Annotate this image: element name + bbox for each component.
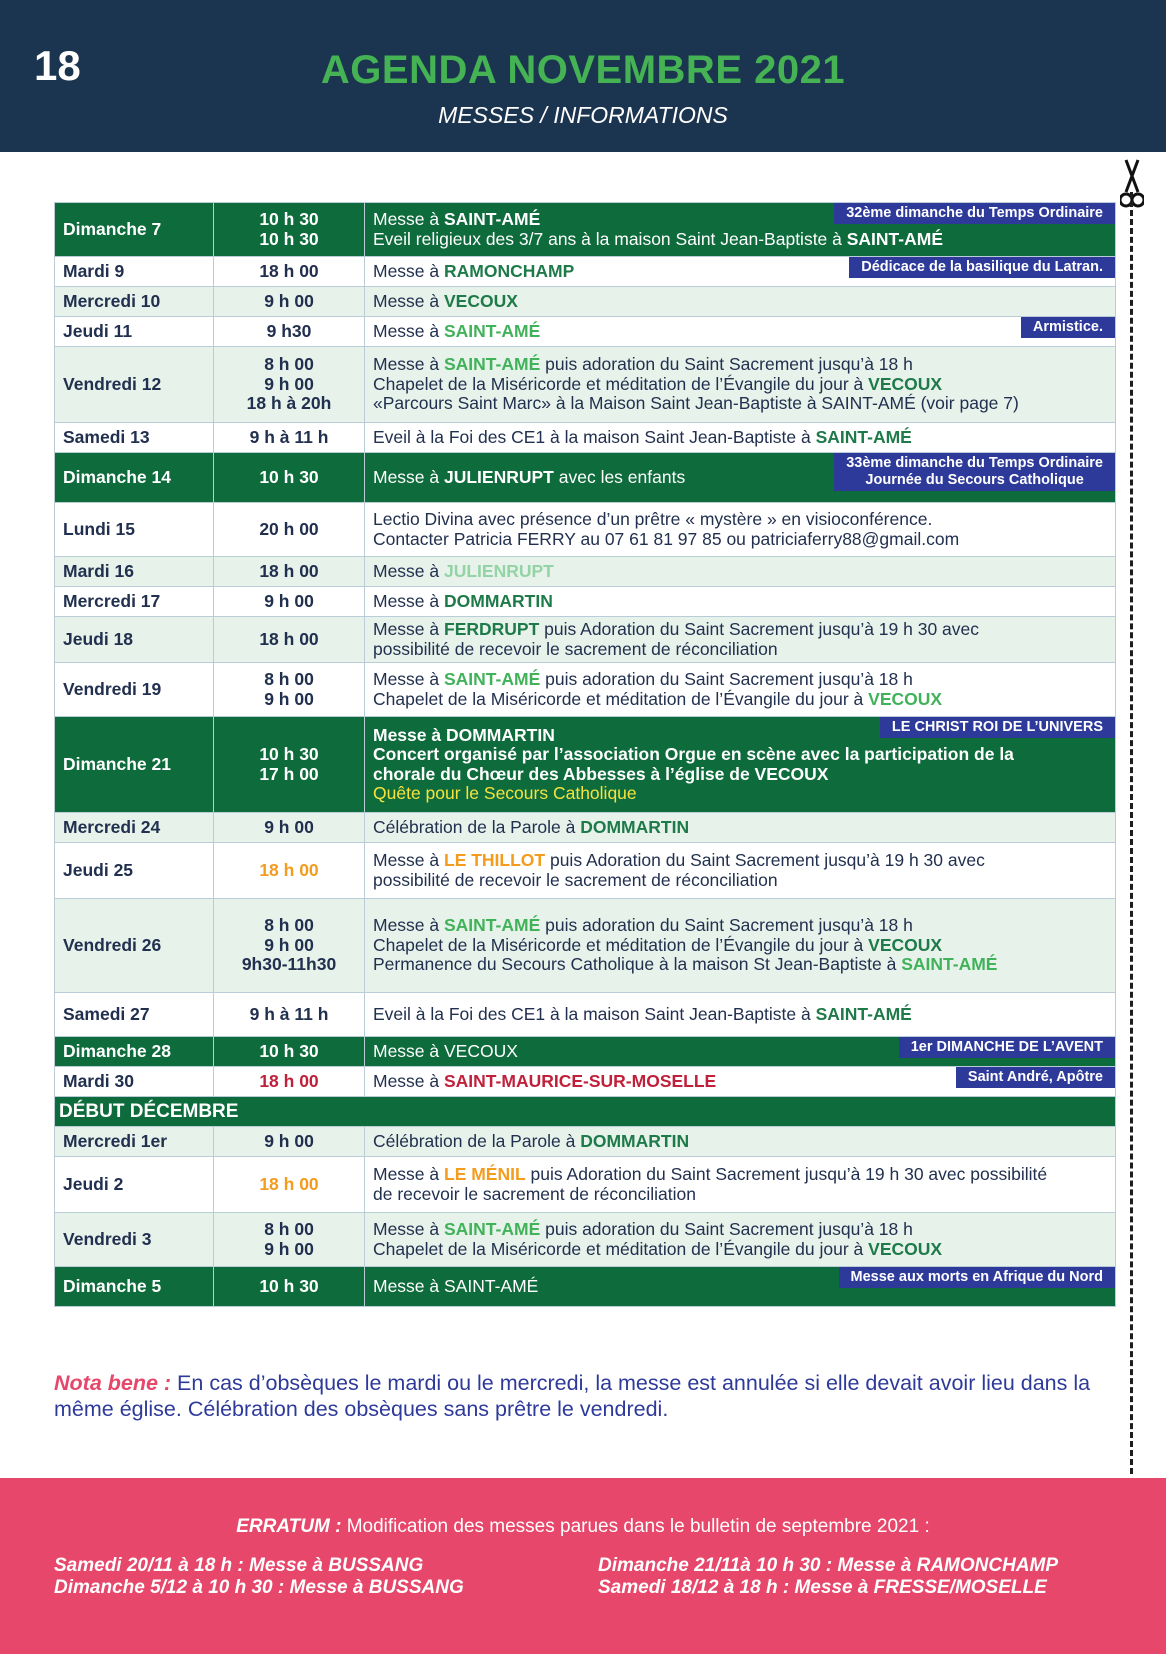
table-row — [55, 717, 1116, 813]
erratum-banner — [0, 1478, 1166, 1654]
table-row — [55, 993, 1116, 1037]
nota-bene-text: En cas d’obsèques le mardi ou le mercredi, la messe est annulée si elle devait avoir lieu dans la même église. Célébration des obsèques sans prêtre le vendredi. — [54, 1371, 1091, 1421]
desc-cell: Messe à LE MÉNIL puis Adoration du Saint Sacrement jusqu’à 19 h 30 avec possibilité de recevoir le sacrement de réconciliation — [365, 1157, 1116, 1213]
time-cell: 10 h 30 — [214, 453, 365, 503]
desc-cell: Messe à JULIENRUPT — [365, 557, 1116, 587]
desc-cell: Célébration de la Parole à DOMMARTIN — [365, 1127, 1116, 1157]
day-cell: Dimanche 14 — [55, 453, 214, 503]
time-cell: 18 h 00 — [214, 1067, 365, 1097]
day-cell: Mardi 16 — [55, 557, 214, 587]
desc-cell: LE CHRIST ROI DE L’UNIVERS Messe à DOMMARTIN Concert organisé par l’association Orgue en scène avec la participation de la chorale du Chœur des Abbesses à l’église de VECOUX Quête pour le Secours Catholique — [365, 717, 1116, 813]
table-row — [55, 813, 1116, 843]
day-cell: Samedi 27 — [55, 993, 214, 1037]
desc-cell: 1er DIMANCHE DE L’AVENT Messe à VECOUX — [365, 1037, 1116, 1067]
day-cell: Vendredi 12 — [55, 347, 214, 423]
day-cell: Dimanche 5 — [55, 1267, 214, 1307]
day-cell: Mardi 9 — [55, 257, 214, 287]
time-cell: 8 h 00 9 h 00 — [214, 1213, 365, 1267]
desc-cell: Messe à SAINT-AMÉ puis adoration du Saint Sacrement jusqu’à 18 h Chapelet de la Miséricorde et méditation de l’Évangile du jour à VECOUX — [365, 1213, 1116, 1267]
erratum-heading: ERRATUM : Modification des messes parues dans le bulletin de septembre 2021 : — [236, 1516, 930, 1537]
event-badge: LE CHRIST ROI DE L’UNIVERS — [880, 717, 1115, 738]
page-title: AGENDA NOVEMBRE 2021 — [320, 48, 846, 92]
event-badge: Armistice. — [1021, 317, 1115, 338]
table-row — [55, 423, 1116, 453]
agenda-table — [54, 202, 1116, 1307]
time-cell: 8 h 00 9 h 00 18 h à 20h — [214, 347, 365, 423]
desc-cell: Messe à SAINT-AMÉ puis adoration du Saint Sacrement jusqu’à 18 h Chapelet de la Miséricorde et méditation de l’Évangile du jour à VECOUX — [365, 663, 1116, 717]
desc-cell: Célébration de la Parole à DOMMARTIN — [365, 813, 1116, 843]
event-badge: 33ème dimanche du Temps Ordinaire Journée du Secours Catholique — [834, 453, 1115, 491]
desc-cell: Messe à VECOUX — [365, 287, 1116, 317]
desc-cell: Messe à DOMMARTIN — [365, 587, 1116, 617]
time-cell: 10 h 30 17 h 00 — [214, 717, 365, 813]
day-cell: Jeudi 18 — [55, 617, 214, 663]
day-cell: Mardi 30 — [55, 1067, 214, 1097]
table-row — [55, 317, 1116, 347]
time-cell: 10 h 30 — [214, 1037, 365, 1067]
desc-cell: Messe à LE THILLOT puis Adoration du Saint Sacrement jusqu’à 19 h 30 avec possibilité de recevoir le sacrement de réconciliation — [365, 843, 1116, 899]
desc-cell: Saint André, Apôtre Messe à SAINT-MAURICE-SUR-MOSELLE — [365, 1067, 1116, 1097]
nota-bene-label: Nota bene : — [54, 1371, 172, 1395]
day-cell: Jeudi 2 — [55, 1157, 214, 1213]
table-row — [55, 203, 1116, 257]
event-badge: 32ème dimanche du Temps Ordinaire — [834, 203, 1115, 224]
table-row — [55, 503, 1116, 557]
time-cell: 18 h 00 — [214, 1157, 365, 1213]
time-cell: 8 h 00 9 h 00 9h30-11h30 — [214, 899, 365, 993]
time-cell: 18 h 00 — [214, 617, 365, 663]
desc-cell: Messe à SAINT-AMÉ puis adoration du Saint Sacrement jusqu’à 18 h Chapelet de la Miséricorde et méditation de l’Évangile du jour à VECOUX «Parcours Saint Marc» à la Maison Saint Jean-Baptiste à SAINT-AMÉ (voir page 7) — [365, 347, 1116, 423]
section-title: DÉBUT DÉCEMBRE — [55, 1097, 1116, 1127]
time-cell: 9 h à 11 h — [214, 423, 365, 453]
desc-cell: Armistice. Messe à SAINT-AMÉ — [365, 317, 1116, 347]
page-subtitle: MESSES / INFORMATIONS — [438, 102, 728, 128]
table-row — [55, 1213, 1116, 1267]
time-cell: 20 h 00 — [214, 503, 365, 557]
desc-cell: Lectio Divina avec présence d’un prêtre « mystère » en visioconférence. Contacter Patricia FERRY au 07 61 81 97 85 ou patriciaferry88@gmail.com — [365, 503, 1116, 557]
desc-cell: 32ème dimanche du Temps Ordinaire Messe à SAINT-AMÉ Eveil religieux des 3/7 ans à la maison Saint Jean-Baptiste à SAINT-AMÉ — [365, 203, 1116, 257]
erratum-left-column: Samedi 20/11 à 18 h : Messe à BUSSANG Dimanche 5/12 à 10 h 30 : Messe à BUSSANG — [54, 1555, 464, 1598]
day-cell: Mercredi 1er — [55, 1127, 214, 1157]
table-row — [55, 287, 1116, 317]
day-cell: Mercredi 17 — [55, 587, 214, 617]
time-cell: 18 h 00 — [214, 843, 365, 899]
day-cell: Vendredi 26 — [55, 899, 214, 993]
nota-bene — [54, 1370, 1094, 1422]
time-cell: 9 h 00 — [214, 813, 365, 843]
table-row — [55, 257, 1116, 287]
table-row — [55, 1037, 1116, 1067]
table-row — [55, 453, 1116, 503]
table-row — [55, 1267, 1116, 1307]
time-cell: 9 h 00 — [214, 587, 365, 617]
event-badge: 1er DIMANCHE DE L’AVENT — [899, 1037, 1115, 1058]
day-cell: Dimanche 28 — [55, 1037, 214, 1067]
desc-cell: Eveil à la Foi des CE1 à la maison Saint Jean-Baptiste à SAINT-AMÉ — [365, 423, 1116, 453]
time-cell: 10 h 30 10 h 30 — [214, 203, 365, 257]
day-cell: Dimanche 7 — [55, 203, 214, 257]
table-row — [55, 557, 1116, 587]
page-number: 18 — [34, 42, 81, 89]
day-cell: Mercredi 10 — [55, 287, 214, 317]
desc-cell: Eveil à la Foi des CE1 à la maison Saint Jean-Baptiste à SAINT-AMÉ — [365, 993, 1116, 1037]
table-row — [55, 587, 1116, 617]
header-banner — [0, 0, 1166, 152]
time-cell: 9 h 00 — [214, 287, 365, 317]
desc-cell: Dédicace de la basilique du Latran. Messe à RAMONCHAMP — [365, 257, 1116, 287]
day-cell: Dimanche 21 — [55, 717, 214, 813]
day-cell: Jeudi 25 — [55, 843, 214, 899]
table-row — [55, 899, 1116, 993]
event-badge: Messe aux morts en Afrique du Nord — [839, 1267, 1115, 1288]
day-cell: Mercredi 24 — [55, 813, 214, 843]
day-cell: Jeudi 11 — [55, 317, 214, 347]
event-badge: Saint André, Apôtre — [956, 1067, 1115, 1088]
section-row — [55, 1097, 1116, 1127]
desc-cell: Messe à SAINT-AMÉ puis adoration du Saint Sacrement jusqu’à 18 h Chapelet de la Miséricorde et méditation de l’Évangile du jour à VECOUX Permanence du Secours Catholique à la maison St Jean-Baptiste à SAINT-AMÉ — [365, 899, 1116, 993]
time-cell: 10 h 30 — [214, 1267, 365, 1307]
time-cell: 9 h 00 — [214, 1127, 365, 1157]
erratum-right-column: Dimanche 21/11à 10 h 30 : Messe à RAMONCHAMP Samedi 18/12 à 18 h : Messe à FRESSE/MOSELLE — [598, 1555, 1059, 1598]
table-row — [55, 663, 1116, 717]
table-row — [55, 1127, 1116, 1157]
table-row — [55, 843, 1116, 899]
event-badge: Dédicace de la basilique du Latran. — [849, 257, 1115, 278]
table-row — [55, 1157, 1116, 1213]
time-cell: 9 h à 11 h — [214, 993, 365, 1037]
cut-line — [1130, 192, 1133, 1474]
day-cell: Lundi 15 — [55, 503, 214, 557]
desc-cell: Messe à FERDRUPT puis Adoration du Saint Sacrement jusqu’à 19 h 30 avec possibilité de recevoir le sacrement de réconciliation — [365, 617, 1116, 663]
time-cell: 9 h30 — [214, 317, 365, 347]
time-cell: 18 h 00 — [214, 257, 365, 287]
table-row — [55, 347, 1116, 423]
time-cell: 8 h 00 9 h 00 — [214, 663, 365, 717]
day-cell: Vendredi 3 — [55, 1213, 214, 1267]
desc-cell: Messe aux morts en Afrique du Nord Messe à SAINT-AMÉ — [365, 1267, 1116, 1307]
day-cell: Vendredi 19 — [55, 663, 214, 717]
time-cell: 18 h 00 — [214, 557, 365, 587]
desc-cell: 33ème dimanche du Temps Ordinaire Journée du Secours Catholique Messe à JULIENRUPT avec les enfants — [365, 453, 1116, 503]
day-cell: Samedi 13 — [55, 423, 214, 453]
table-row — [55, 1067, 1116, 1097]
table-row — [55, 617, 1116, 663]
